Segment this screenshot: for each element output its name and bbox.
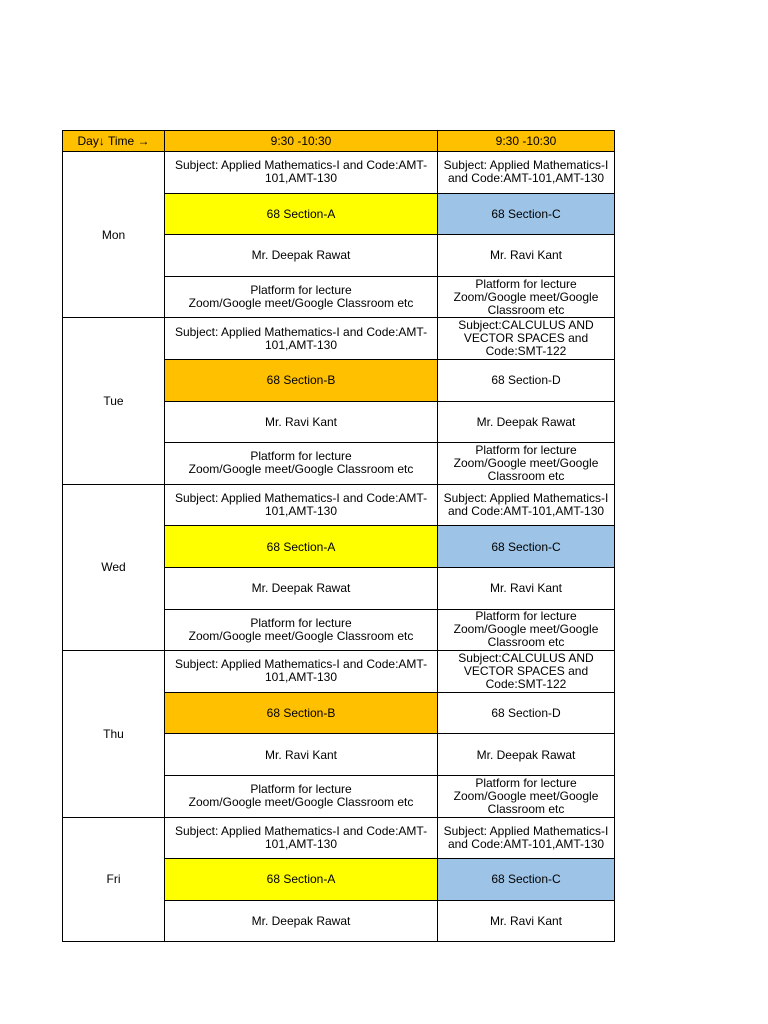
slot-2-cell: Platform for lecture Zoom/Google meet/Google Classroom etc xyxy=(438,775,615,817)
slot-1-cell: Platform for lecture Zoom/Google meet/Google Classroom etc xyxy=(165,443,438,485)
day-label-thu: Thu xyxy=(63,651,165,817)
day-label-mon: Mon xyxy=(63,152,165,318)
slot-2-cell: Platform for lecture Zoom/Google meet/Google Classroom etc xyxy=(438,276,615,318)
table-row xyxy=(63,651,615,693)
slot-2-cell: Subject: Applied Mathematics-I and Code:AMT-101,AMT-130 xyxy=(438,152,615,194)
slot-2-cell: 68 Section-C xyxy=(438,193,615,235)
slot-2-cell: Platform for lecture Zoom/Google meet/Google Classroom etc xyxy=(438,609,615,651)
slot-1-cell: Platform for lecture Zoom/Google meet/Google Classroom etc xyxy=(165,276,438,318)
slot-2-cell: 68 Section-D xyxy=(438,359,615,401)
slot-1-cell: Subject: Applied Mathematics-I and Code:AMT-101,AMT-130 xyxy=(165,318,438,360)
slot-1-cell: Platform for lecture Zoom/Google meet/Google Classroom etc xyxy=(165,609,438,651)
table-row xyxy=(63,152,615,194)
slot-1-cell: Platform for lecture Zoom/Google meet/Google Classroom etc xyxy=(165,775,438,817)
slot-2-cell: Mr. Deepak Rawat xyxy=(438,734,615,776)
table-row xyxy=(63,817,615,859)
header-row xyxy=(63,131,615,152)
slot-1-cell: Subject: Applied Mathematics-I and Code:AMT-101,AMT-130 xyxy=(165,484,438,526)
slot-2-cell: Subject:CALCULUS AND VECTOR SPACES and Code:SMT-122 xyxy=(438,318,615,360)
timetable xyxy=(62,130,615,942)
slot-1-cell: Mr. Deepak Rawat xyxy=(165,235,438,277)
slot-1-cell: Mr. Deepak Rawat xyxy=(165,567,438,609)
time-slot-2-header: 9:30 -10:30 xyxy=(438,131,615,152)
day-label-wed: Wed xyxy=(63,484,165,650)
slot-1-cell: 68 Section-A xyxy=(165,526,438,568)
slot-2-cell: Mr. Ravi Kant xyxy=(438,235,615,277)
slot-1-cell: Mr. Ravi Kant xyxy=(165,401,438,443)
slot-2-cell: Platform for lecture Zoom/Google meet/Google Classroom etc xyxy=(438,443,615,485)
slot-1-cell: Subject: Applied Mathematics-I and Code:AMT-101,AMT-130 xyxy=(165,817,438,859)
slot-2-cell: 68 Section-D xyxy=(438,692,615,734)
slot-2-cell: Subject: Applied Mathematics-I and Code:AMT-101,AMT-130 xyxy=(438,484,615,526)
slot-1-cell: 68 Section-B xyxy=(165,359,438,401)
day-label-fri: Fri xyxy=(63,817,165,942)
slot-2-cell: 68 Section-C xyxy=(438,526,615,568)
table-row xyxy=(63,318,615,360)
day-label-tue: Tue xyxy=(63,318,165,484)
slot-2-cell: 68 Section-C xyxy=(438,859,615,901)
slot-2-cell: Mr. Ravi Kant xyxy=(438,900,615,942)
table-row xyxy=(63,484,615,526)
slot-1-cell: 68 Section-A xyxy=(165,859,438,901)
slot-1-cell: 68 Section-A xyxy=(165,193,438,235)
slot-1-cell: Subject: Applied Mathematics-I and Code:AMT-101,AMT-130 xyxy=(165,651,438,693)
slot-1-cell: 68 Section-B xyxy=(165,692,438,734)
slot-2-cell: Mr. Ravi Kant xyxy=(438,567,615,609)
slot-2-cell: Mr. Deepak Rawat xyxy=(438,401,615,443)
time-slot-1-header: 9:30 -10:30 xyxy=(165,131,438,152)
slot-1-cell: Subject: Applied Mathematics-I and Code:AMT-101,AMT-130 xyxy=(165,152,438,194)
slot-1-cell: Mr. Deepak Rawat xyxy=(165,900,438,942)
slot-2-cell: Subject: Applied Mathematics-I and Code:AMT-101,AMT-130 xyxy=(438,817,615,859)
day-time-header: Day↓ Time → xyxy=(63,131,165,152)
slot-1-cell: Mr. Ravi Kant xyxy=(165,734,438,776)
slot-2-cell: Subject:CALCULUS AND VECTOR SPACES and Code:SMT-122 xyxy=(438,651,615,693)
